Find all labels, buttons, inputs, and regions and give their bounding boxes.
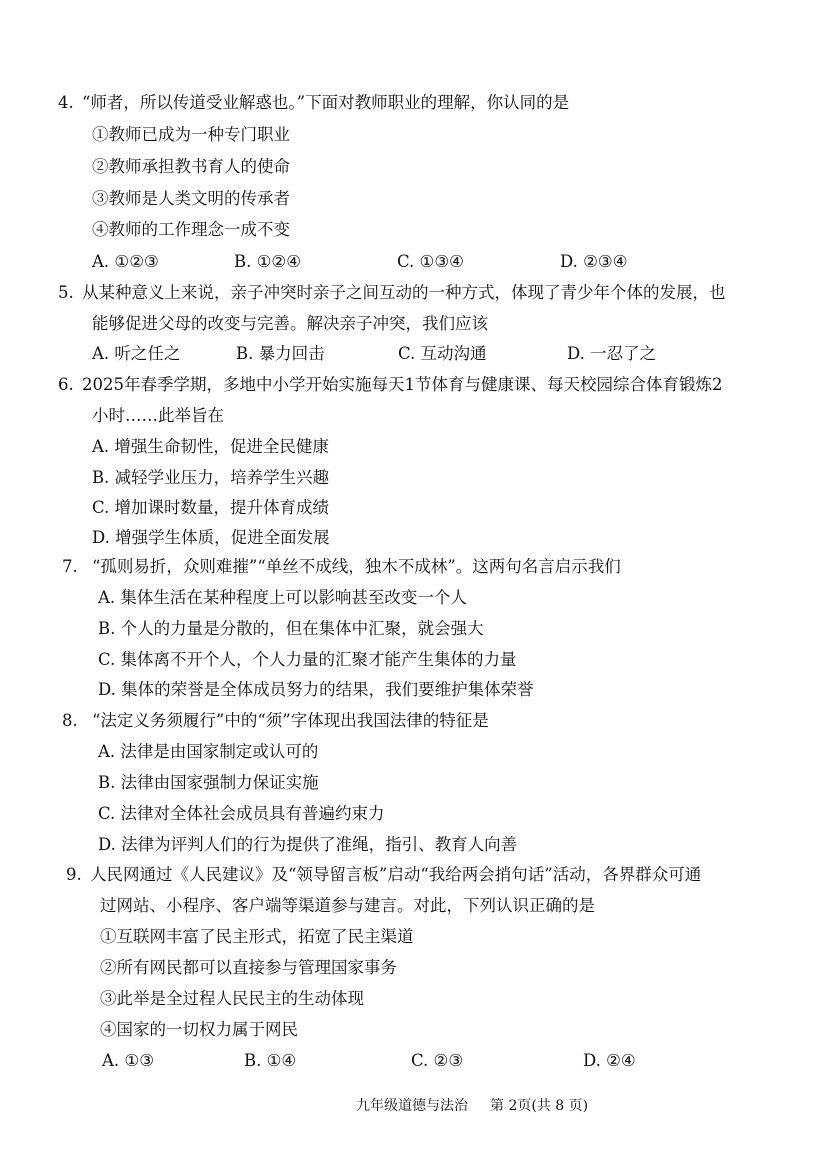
statement: ②所有网民都可以直接参与管理国家事务 xyxy=(100,958,397,977)
question-stem: 过网站、小程序、客户端等渠道参与建言。对此，下列认识正确的是 xyxy=(100,896,595,915)
question-number: 8. xyxy=(62,711,78,730)
option-a: A. ①②③ xyxy=(92,252,159,271)
statement: ③此举是全过程人民民主的生动体现 xyxy=(100,989,364,1008)
option-a: A. 集体生活在某种程度上可以影响甚至改变一个人 xyxy=(98,588,467,607)
option-d: D. 集体的荣誉是全体成员努力的结果，我们要维护集体荣誉 xyxy=(98,680,534,699)
option-a: A. 听之任之 xyxy=(92,344,181,363)
option-a: A. 法律是由国家制定或认可的 xyxy=(98,742,319,761)
option-b: B. ①②④ xyxy=(234,252,301,271)
option-d: D. ②③④ xyxy=(560,252,628,271)
option-c: C. 增加课时数量，提升体育成绩 xyxy=(92,498,330,517)
option-b: B. 法律由国家强制力保证实施 xyxy=(98,773,319,792)
option-c: C. 互动沟通 xyxy=(398,344,487,363)
option-c: C. ①③④ xyxy=(397,252,464,271)
statement: ④国家的一切权力属于网民 xyxy=(100,1020,298,1039)
question-number: 6. xyxy=(58,375,74,394)
question-number: 7. xyxy=(62,557,78,576)
statement: ③教师是人类文明的传承者 xyxy=(92,189,290,208)
option-b: B. 减轻学业压力，培养学生兴趣 xyxy=(92,468,330,487)
question-stem: “法定义务须履行”中的“须”字体现出我国法律的特征是 xyxy=(92,711,489,730)
question-stem: “师者，所以传道受业解惑也。”下面对教师职业的理解，你认同的是 xyxy=(82,93,570,112)
question-stem: 小时……此举旨在 xyxy=(92,406,224,425)
statement: ①教师已成为一种专门职业 xyxy=(92,125,290,144)
option-d: D. 一忍了之 xyxy=(567,344,657,363)
option-a: A. 增强生命韧性，促进全民健康 xyxy=(92,437,329,456)
option-b: B. 暴力回击 xyxy=(236,344,325,363)
statement: ①互联网丰富了民主形式，拓宽了民主渠道 xyxy=(100,927,414,946)
option-d: D. 增强学生体质，促进全面发展 xyxy=(92,528,330,547)
footer-subject: 九年级道德与法治 xyxy=(356,1098,468,1114)
question-stem: “孤则易折，众则难摧”“单丝不成线，独木不成林”。这两句名言启示我们 xyxy=(92,557,621,576)
question-number: 9. xyxy=(66,865,82,884)
question-stem: 能够促进父母的改变与完善。解决亲子冲突，我们应该 xyxy=(92,314,488,333)
option-c: C. 法律对全体社会成员具有普遍约束力 xyxy=(98,804,385,823)
option-c: C. 集体离不开个人，个人力量的汇聚才能产生集体的力量 xyxy=(98,650,517,669)
statement: ④教师的工作理念一成不变 xyxy=(92,220,290,239)
question-stem: 2025年春季学期，多地中小学开始实施每天1节体育与健康课、每天校园综合体育锻炼2 xyxy=(82,375,723,394)
question-number: 5. xyxy=(58,283,74,302)
option-d: D. 法律为评判人们的行为提供了准绳，指引、教育人向善 xyxy=(98,835,518,854)
question-stem: 人民网通过《人民建议》及“领导留言板”启动“我给两会捎句话”活动，各界群众可通 xyxy=(90,865,702,884)
question-stem: 从某种意义上来说，亲子冲突时亲子之间互动的一种方式，体现了青少年个体的发展，也 xyxy=(82,283,726,302)
option-c: C. ②③ xyxy=(411,1051,464,1070)
footer-page-number: 第 2页(共 8 页) xyxy=(490,1098,589,1114)
question-number: 4. xyxy=(58,93,74,112)
option-d: D. ②④ xyxy=(583,1051,636,1070)
statement: ②教师承担教书育人的使命 xyxy=(92,157,290,176)
option-b: B. ①④ xyxy=(244,1051,297,1070)
option-a: A. ①③ xyxy=(102,1051,154,1070)
option-b: B. 个人的力量是分散的，但在集体中汇聚，就会强大 xyxy=(98,619,484,638)
